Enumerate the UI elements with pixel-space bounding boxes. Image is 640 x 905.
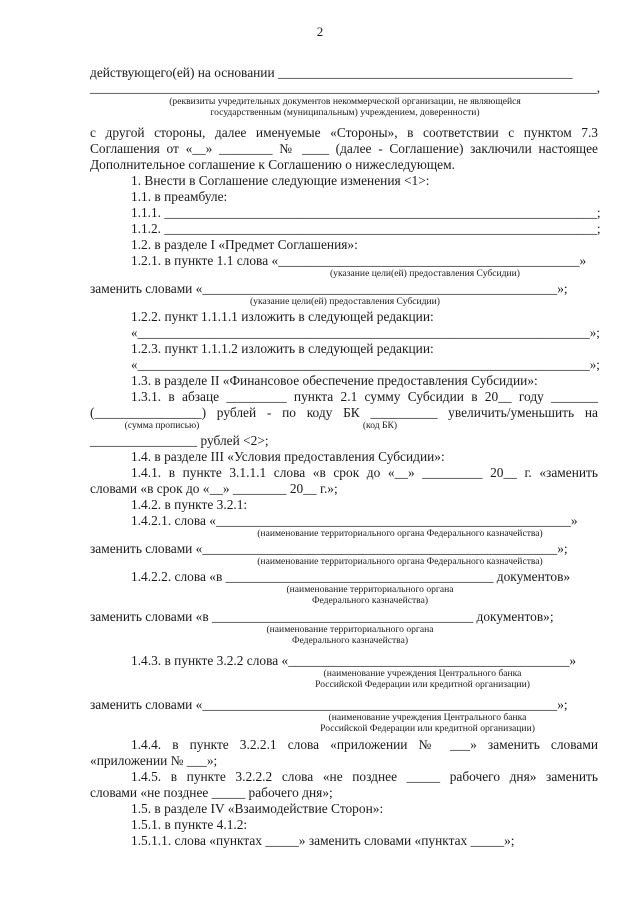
text-line: заменить словами «в _______________________________________ документов»;: [90, 609, 554, 624]
text-line: словами «в срок до «__» ________ 20__ г.»;: [90, 481, 338, 496]
text-line: словами «не позднее _____ рабочего дня»;: [90, 785, 333, 800]
text-line: 1.5.1.1. слова «пунктах _____» заменить словами «пунктах _____»;: [131, 833, 515, 848]
caption: (наименование территориального органа: [266, 624, 434, 635]
text-line: 1.4.1. в пункте 3.1.1.1 слова «в срок до «__» _________ 20__ г. «заменить: [131, 465, 598, 480]
caption: (указание цели(ей) предоставления Субсидии): [249, 296, 440, 307]
caption: (наименование территориального органа Федерального казначейства): [257, 556, 543, 567]
text-line: действующего(ей) на основании ____________________________________________: [90, 65, 573, 80]
text-line: «______________________________________________________________________»;: [131, 357, 600, 372]
caption: (наименование территориального органа: [286, 584, 454, 595]
caption: (сумма прописью): [124, 420, 200, 431]
text-line: ________________ рублей <2>;: [90, 433, 269, 448]
caption: Федерального казначейства): [291, 635, 409, 646]
text-line: ____________________________________________________________________________,: [90, 80, 601, 95]
text-line: 1.4. в разделе III «Условия предоставления Субсидии»:: [131, 449, 445, 464]
text-line: «приложении № ___»;: [90, 753, 218, 768]
text-line: 1.4.2. в пункте 3.2.1:: [131, 497, 248, 512]
caption: (наименование учреждения Центрального банка: [323, 668, 522, 679]
text-line: 1.4.2.1. слова «_____________________________________________________»: [131, 513, 578, 528]
text-line: 1.5.1. в пункте 4.1.2:: [131, 817, 248, 832]
caption: (реквизиты учредительных документов некоммерческой организации, не являющейся: [169, 96, 521, 107]
text-line: 1.2.3. пункт 1.1.1.2 изложить в следующей редакции:: [131, 341, 434, 356]
text-line: заменить словами «_____________________________________________________»;: [90, 697, 568, 712]
caption: Российской Федерации или кредитной организации): [320, 723, 535, 734]
text-line: (________________) рублей - по коду БК __________ увеличить/уменьшить на: [90, 405, 598, 420]
text-line: 1.1.2. _________________________________________________________________;: [131, 221, 601, 236]
text-line: 1.2.1. в пункте 1.1 слова «_____________________________________________»: [131, 253, 587, 268]
text-line: с другой стороны, далее именуемые «Стороны», в соответствии с пунктом 7.3: [90, 125, 598, 140]
text-line: 1.1.1. _________________________________________________________________;: [131, 205, 601, 220]
text-line: 1.2.2. пункт 1.1.1.1 изложить в следующей редакции:: [131, 309, 434, 324]
caption: Федерального казначейства): [311, 595, 429, 606]
caption: Российской Федерации или кредитной организации): [315, 679, 530, 690]
text-line: 1.4.5. в пункте 3.2.2.2 слова «не позднее _____ рабочего дня» заменить: [131, 769, 598, 784]
text-line: 1.4.3. в пункте 3.2.2 слова «__________________________________________»: [131, 653, 577, 668]
text-line: 1.4.4. в пункте 3.2.2.1 слова «приложении № ___» заменить словами: [131, 737, 598, 752]
text-line: заменить словами «_____________________________________________________»;: [90, 281, 568, 296]
text-line: 1.2. в разделе I «Предмет Соглашения»:: [131, 237, 358, 252]
caption: (код БК): [362, 420, 398, 431]
text-line: Соглашения от «__» ________ № ____ (далее - Соглашение) заключили настоящее: [90, 141, 598, 156]
text-line: 1.5. в разделе IV «Взаимодействие Сторон»:: [131, 801, 384, 816]
text-line: 1.1. в преамбуле:: [131, 189, 228, 204]
caption: государственным (муниципальным) учреждением, доверенности): [210, 107, 480, 118]
caption: (наименование территориального органа Федерального казначейства): [257, 528, 543, 539]
text-line: Дополнительное соглашение к Соглашению о нижеследующем.: [90, 157, 455, 172]
text-line: заменить словами «_____________________________________________________»;: [90, 541, 568, 556]
text-line: «______________________________________________________________________»;: [131, 325, 600, 340]
caption: (указание цели(ей) предоставления Субсидии): [329, 268, 520, 279]
text-line: 1. Внести в Соглашение следующие изменения <1>:: [131, 173, 430, 188]
text-line: 1.3.1. в абзаце _________ пункта 2.1 сумму Субсидии в 20__ году _______: [131, 389, 598, 404]
text-line: 1.4.2.2. слова «в ________________________________________ документов»: [131, 569, 571, 584]
caption: (наименование учреждения Центрального банка: [328, 712, 527, 723]
text-line: 1.3. в разделе II «Финансовое обеспечение предоставления Субсидии»:: [131, 373, 538, 388]
page-number: 2: [316, 24, 324, 39]
